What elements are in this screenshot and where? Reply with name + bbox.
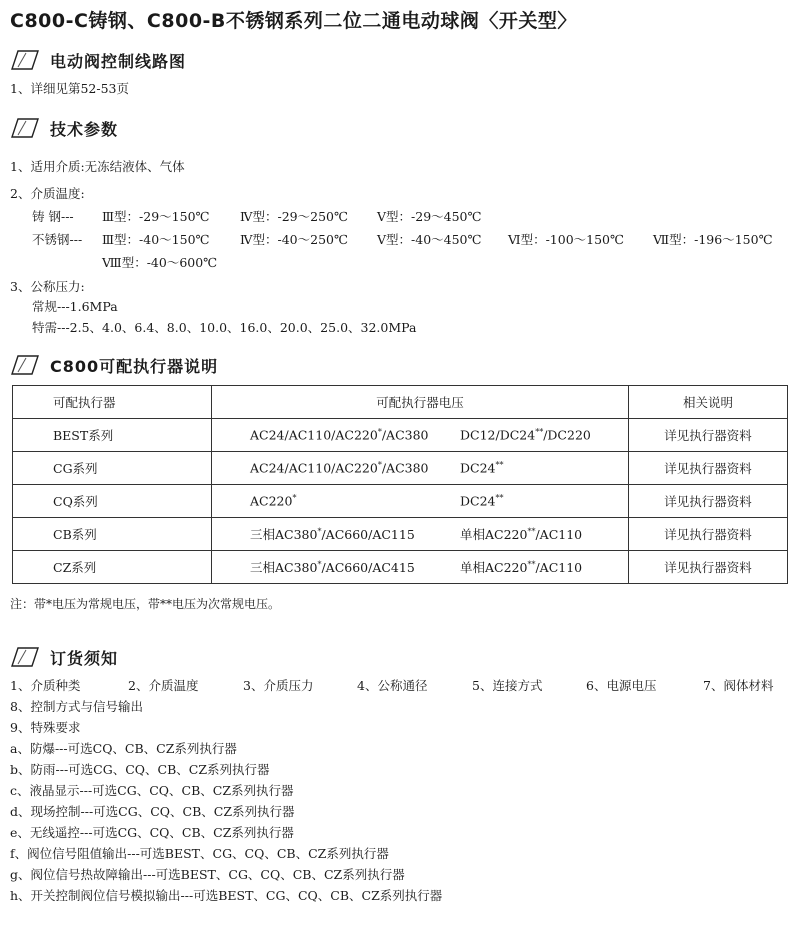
temp-value: Ⅷ型：-40～600℃ bbox=[102, 255, 218, 270]
order-item: 2、介质温度 bbox=[128, 678, 199, 693]
voltage-secondary: DC24** bbox=[460, 493, 504, 509]
cast-label: 铸 钢--- bbox=[32, 209, 74, 224]
voltage-secondary: 单相AC220**/AC110 bbox=[460, 526, 583, 542]
section-header-wiring bbox=[10, 48, 186, 72]
order-item: a、防爆---可选CQ、CB、CZ系列执行器 bbox=[10, 741, 237, 756]
medium-text: 1、适用介质:无冻结液体、气体 bbox=[10, 159, 185, 174]
actuator-name: CQ系列 bbox=[13, 485, 212, 518]
column-header: 相关说明 bbox=[629, 386, 788, 419]
wiring-item: 1、详细见第52-53页 bbox=[10, 81, 129, 96]
section-bullet-icon bbox=[10, 49, 40, 71]
table-header-row bbox=[13, 386, 788, 419]
page-title: C800-C铸钢、C800-B不锈钢系列二位二通电动球阀〈开关型〉 bbox=[10, 10, 577, 32]
temp-value: Ⅳ型：-40～250℃ bbox=[240, 232, 348, 247]
voltage-primary: 三相AC380*/AC660/AC115 bbox=[250, 526, 415, 542]
order-item: 9、特殊要求 bbox=[10, 720, 81, 735]
table-row bbox=[13, 419, 788, 452]
table-row bbox=[13, 518, 788, 551]
actuator-name: CZ系列 bbox=[13, 551, 212, 584]
table-row bbox=[13, 452, 788, 485]
section-title: C800可配执行器说明 bbox=[50, 356, 219, 376]
voltage-cell bbox=[212, 419, 629, 452]
order-item: e、无线遥控---可选CG、CQ、CB、CZ系列执行器 bbox=[10, 825, 294, 840]
section-header-order bbox=[10, 645, 118, 669]
column-header: 可配执行器 bbox=[13, 386, 212, 419]
actuator-name: CG系列 bbox=[13, 452, 212, 485]
order-item: 4、公称通径 bbox=[357, 678, 428, 693]
order-item: 7、阀体材料 bbox=[703, 678, 774, 693]
voltage-primary: 三相AC380*/AC660/AC415 bbox=[250, 559, 415, 575]
section-title: 电动阀控制线路图 bbox=[50, 51, 187, 71]
pressure-special: 特需---2.5、4.0、6.4、8.0、10.0、16.0、20.0、25.0、32.0MPa bbox=[32, 320, 417, 335]
order-item: 5、连接方式 bbox=[472, 678, 543, 693]
column-header: 可配执行器电压 bbox=[212, 386, 629, 419]
voltage-cell bbox=[212, 551, 629, 584]
voltage-secondary: DC24** bbox=[460, 460, 504, 476]
temp-value: Ⅶ型：-196～150℃ bbox=[653, 232, 773, 247]
temp-value: Ⅴ型：-29～450℃ bbox=[377, 209, 482, 224]
order-item: 6、电源电压 bbox=[586, 678, 657, 693]
temp-value: Ⅴ型：-40～450℃ bbox=[377, 232, 482, 247]
voltage-cell bbox=[212, 452, 629, 485]
order-item: d、现场控制---可选CG、CQ、CB、CZ系列执行器 bbox=[10, 804, 295, 819]
section-header-actuator bbox=[10, 353, 218, 377]
temp-value: Ⅵ型：-100～150℃ bbox=[508, 232, 624, 247]
table-row bbox=[13, 485, 788, 518]
pressure-title: 3、公称压力: bbox=[10, 279, 85, 294]
actuator-name: CB系列 bbox=[13, 518, 212, 551]
actuator-note: 详见执行器资料 bbox=[629, 452, 788, 485]
section-bullet-icon bbox=[10, 117, 40, 139]
temp-title: 2、介质温度: bbox=[10, 186, 85, 201]
section-header-tech bbox=[10, 116, 118, 140]
order-item: g、阀位信号热故障输出---可选BEST、CG、CQ、CB、CZ系列执行器 bbox=[10, 867, 405, 882]
actuator-note: 详见执行器资料 bbox=[629, 551, 788, 584]
section-title: 订货须知 bbox=[50, 648, 119, 668]
stainless-label: 不锈钢--- bbox=[32, 232, 83, 247]
voltage-cell bbox=[212, 518, 629, 551]
order-item: 8、控制方式与信号输出 bbox=[10, 699, 143, 714]
voltage-cell bbox=[212, 485, 629, 518]
actuator-note: 详见执行器资料 bbox=[629, 485, 788, 518]
actuator-note: 详见执行器资料 bbox=[629, 419, 788, 452]
pressure-normal: 常规---1.6MPa bbox=[32, 299, 118, 314]
section-bullet-icon bbox=[10, 646, 40, 668]
actuator-table bbox=[12, 385, 788, 584]
section-title: 技术参数 bbox=[50, 119, 119, 139]
order-item: 1、介质种类 bbox=[10, 678, 81, 693]
order-item: b、防雨---可选CG、CQ、CB、CZ系列执行器 bbox=[10, 762, 270, 777]
voltage-secondary: DC12/DC24**/DC220 bbox=[460, 427, 591, 443]
temp-value: Ⅳ型：-29～250℃ bbox=[240, 209, 348, 224]
voltage-primary: AC220* bbox=[250, 493, 297, 509]
order-item: h、开关控制阀位信号模拟输出---可选BEST、CG、CQ、CB、CZ系列执行器 bbox=[10, 888, 443, 903]
order-item: f、阀位信号阻值输出---可选BEST、CG、CQ、CB、CZ系列执行器 bbox=[10, 846, 389, 861]
actuator-note: 详见执行器资料 bbox=[629, 518, 788, 551]
section-bullet-icon bbox=[10, 354, 40, 376]
voltage-primary: AC24/AC110/AC220*/AC380 bbox=[250, 460, 429, 476]
table-row bbox=[13, 551, 788, 584]
table-footnote: 注：带*电压为常规电压，带**电压为次常规电压。 bbox=[10, 597, 281, 611]
voltage-primary: AC24/AC110/AC220*/AC380 bbox=[250, 427, 429, 443]
actuator-name: BEST系列 bbox=[13, 419, 212, 452]
temp-value: Ⅲ型：-29～150℃ bbox=[102, 209, 210, 224]
voltage-secondary: 单相AC220**/AC110 bbox=[460, 559, 583, 575]
order-item: 3、介质压力 bbox=[243, 678, 314, 693]
temp-value: Ⅲ型：-40～150℃ bbox=[102, 232, 210, 247]
order-item: c、液晶显示---可选CG、CQ、CB、CZ系列执行器 bbox=[10, 783, 294, 798]
